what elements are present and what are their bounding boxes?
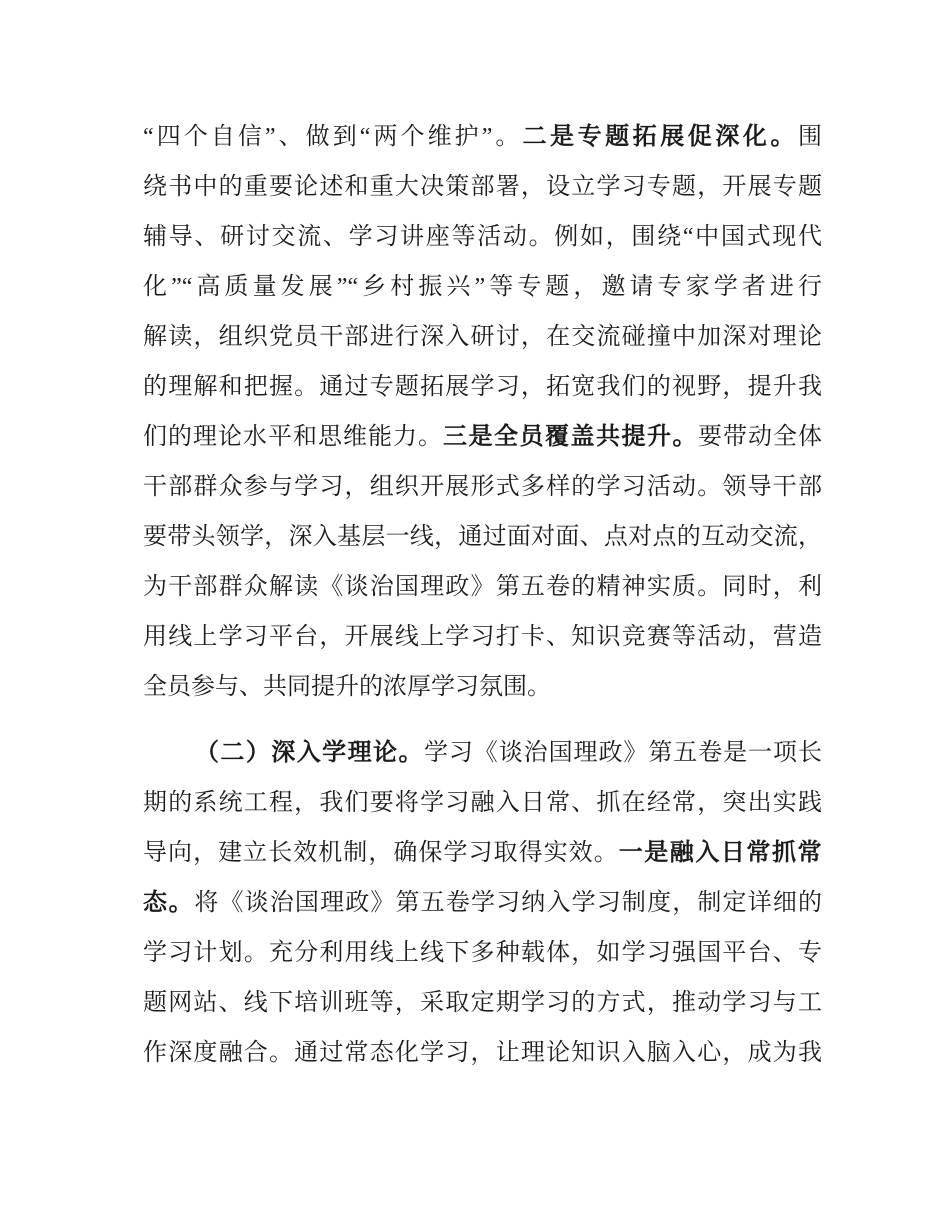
paragraph-study-methods-continued [143, 112, 822, 712]
body-text-run: 辅导、研讨交流、学习讲座等活动。例如，围绕“中国式现代 [143, 224, 822, 250]
text-line [143, 778, 822, 828]
body-text-run: 们的理论水平和思维能力。 [143, 424, 443, 450]
text-line [143, 312, 822, 362]
text-line [143, 878, 822, 928]
text-line [143, 362, 822, 412]
body-text-run: 的理解和把握。通过专题拓展学习，拓宽我们的视野，提升我 [143, 374, 822, 400]
body-text-run: 学习《谈治国理政》第五卷是一项长 [423, 740, 822, 766]
body-text-run: 将《谈治国理政》第五卷学习纳入学习制度，制定详细的 [194, 890, 823, 916]
body-text-run: “四个自信”、做到“两个维护”。 [143, 124, 523, 150]
body-text-run: 绕书中的重要论述和重大决策部署，设立学习专题，开展专题 [143, 174, 822, 200]
body-text-run: 期的系统工程，我们要将学习融入日常、抓在经常，突出实践 [143, 790, 822, 816]
document-text-block [143, 112, 822, 1078]
body-text-run: 导向，建立长效机制，确保学习取得实效。 [143, 840, 619, 866]
paragraph-deep-theory-study [143, 728, 822, 1078]
text-line [143, 612, 822, 662]
text-line [143, 728, 822, 778]
emphasis-text-run: 一是融入日常抓常 [618, 839, 823, 866]
text-line [143, 412, 822, 462]
text-line [143, 1028, 822, 1078]
text-line [143, 162, 822, 212]
emphasis-text-run: 态。 [143, 889, 195, 916]
body-text-run: 作深度融合。通过常态化学习，让理论知识入脑入心，成为我 [143, 1040, 822, 1066]
body-text-run: 干部群众参与学习，组织开展形式多样的学习活动。领导干部 [143, 474, 822, 500]
body-text-run: 解读，组织党员干部进行深入研讨，在交流碰撞中加深对理论 [143, 324, 822, 350]
text-line [143, 462, 822, 512]
text-line [143, 262, 822, 312]
body-text-run: 用线上学习平台，开展线上学习打卡、知识竞赛等活动，营造 [143, 624, 822, 650]
emphasis-text-run: 三是全员覆盖共提升。 [443, 423, 698, 450]
text-line [143, 562, 822, 612]
body-text-run: 要带头领学，深入基层一线，通过面对面、点对点的互动交流， [143, 524, 822, 550]
body-text-run: 化”“高质量发展”“乡村振兴”等专题，邀请专家学者进行 [143, 274, 822, 300]
text-line [143, 662, 822, 712]
text-line [143, 512, 822, 562]
text-line [143, 212, 822, 262]
body-text-run: 要带动全体 [698, 424, 822, 450]
emphasis-text-run: 二是专题拓展促深化。 [522, 123, 799, 150]
body-text-run: 全员参与、共同提升的浓厚学习氛围。 [143, 674, 551, 700]
body-text-run: 围 [798, 124, 823, 150]
body-text-run: 为干部群众解读《谈治国理政》第五卷的精神实质。同时，利 [143, 574, 822, 600]
text-line [143, 978, 822, 1028]
body-text-run: 题网站、线下培训班等，采取定期学习的方式，推动学习与工 [143, 990, 822, 1016]
text-line [143, 112, 822, 162]
body-text-run: 学习计划。充分利用线上线下多种载体，如学习强国平台、专 [143, 940, 822, 966]
emphasis-text-run: （二）深入学理论。 [195, 739, 424, 766]
text-line [143, 928, 822, 978]
text-line [143, 828, 822, 878]
